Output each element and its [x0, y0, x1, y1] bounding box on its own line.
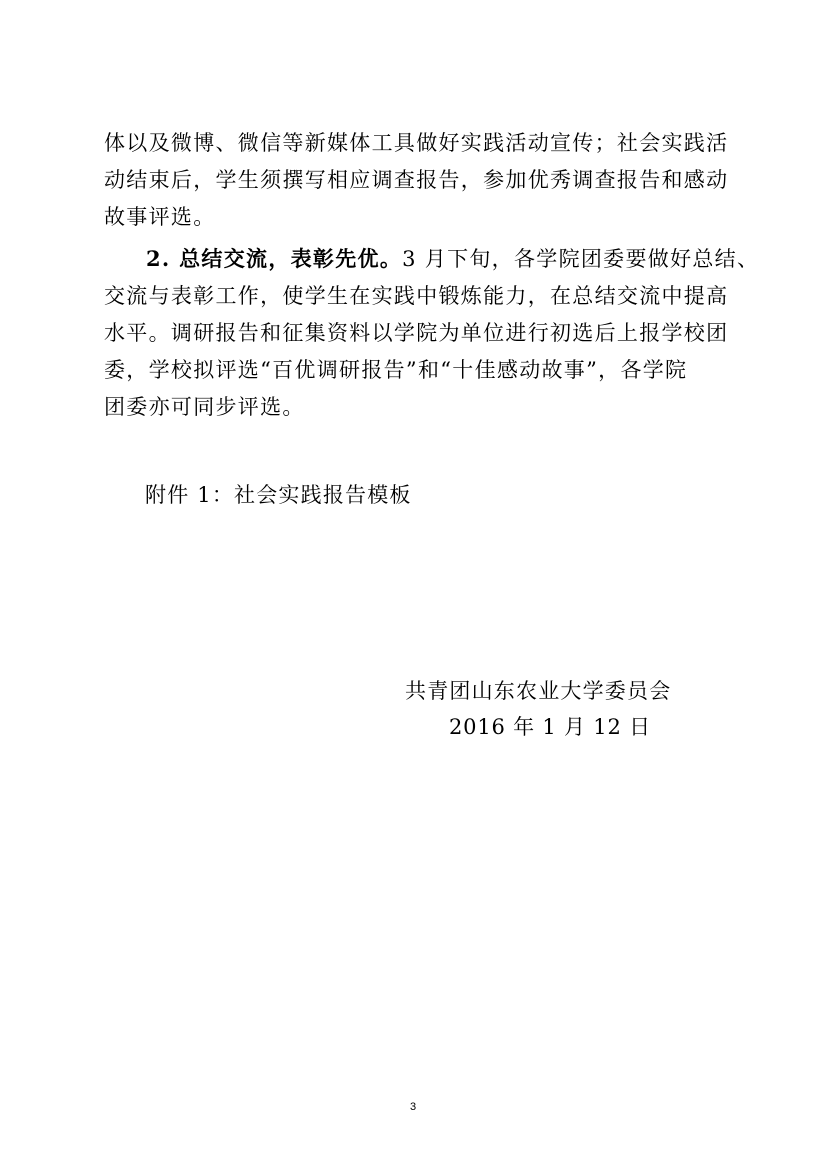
paragraph-line: 交流与表彰工作，使学生在实践中锻炼能力，在总结交流中提高 — [104, 284, 729, 308]
paragraph-line: 委，学校拟评选“百优调研报告”和“十佳感动故事”，各学院 — [104, 358, 688, 382]
page-number: 3 — [409, 1101, 417, 1113]
section-2-first-line-text: 3 月下旬，各学院团委要做好总结、 — [402, 247, 760, 271]
signature-date: 2016 年 1 月 12 日 — [449, 715, 651, 739]
paragraph-line: 体以及微博、微信等新媒体工具做好实践活动宣传；社会实践活 — [104, 131, 729, 155]
paragraph-line: 水平。调研报告和征集资料以学院为单位进行初选后上报学校团 — [104, 321, 729, 345]
section-2-heading: 2. 总结交流，表彰先优。 — [146, 246, 403, 271]
paragraph-line: 动结束后，学生须撰写相应调查报告，参加优秀调查报告和感动 — [104, 168, 729, 192]
signature-organization: 共青团山东农业大学委员会 — [405, 679, 672, 703]
attachment-note: 附件 1：社会实践报告模板 — [145, 483, 412, 507]
section-2-first-line — [146, 242, 766, 276]
paragraph-line: 团委亦可同步评选。 — [104, 395, 305, 419]
paragraph-line: 故事评选。 — [104, 205, 216, 229]
